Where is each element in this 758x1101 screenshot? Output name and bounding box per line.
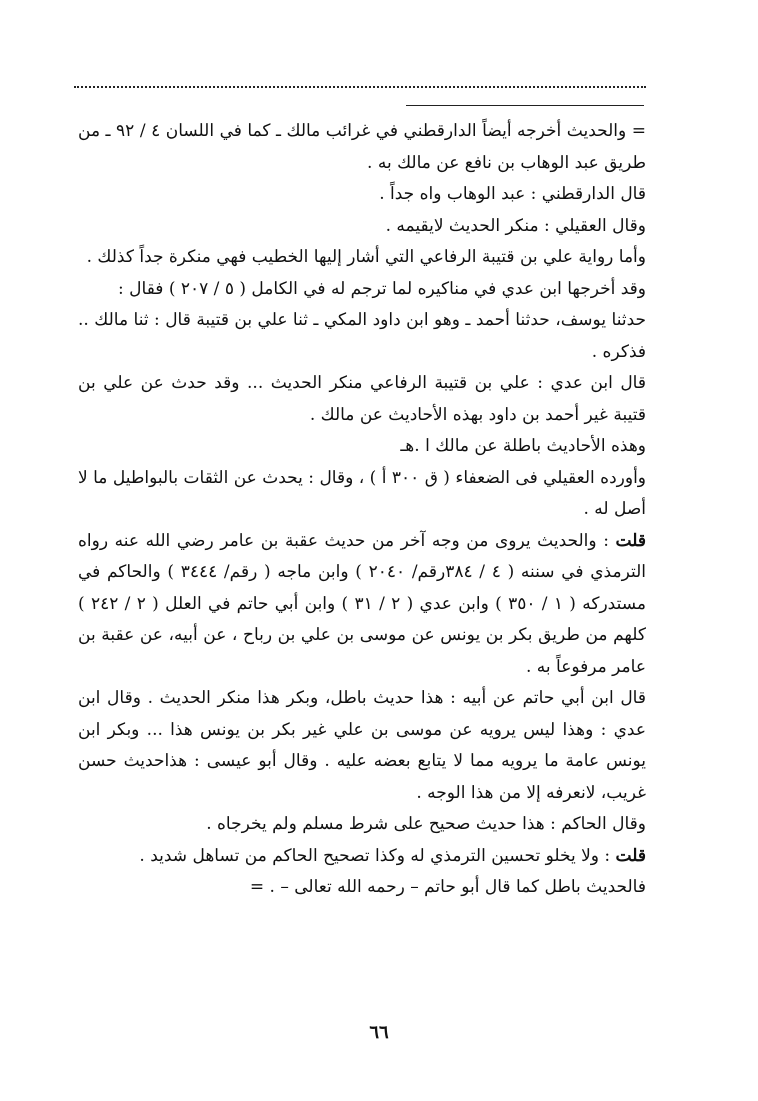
paragraph: وقال العقيلي : منكر الحديث لايقيمه . [385,215,646,236]
header-dotted-rule [74,86,646,88]
paragraph: وقال الحاكم : هذا حديث صحيح على شرط مسلم ولم يخرجاه . [206,814,646,834]
paragraph: وقد أخرجها ابن عدي في مناكيره لما ترجم له في الكامل ( ٥ / ٢٠٧ ) فقال : [118,278,646,299]
page-number: ٦٦ [369,1022,389,1043]
paragraph: قال ابن أبي حاتم عن أبيه : هذا حديث باطل، وبكر هذا منكر الحديث . وقال ابن عدي : وهذا ليس يرويه عن موسى بن علي غير بكر بن يونس هذا ... وبكر ابن يونس عامة ما يرويه مما لا يتابع بعضه عليه . وقال أبو عيسى : هذاحديث حسن غريب، لانعرفه إلا من هذا الوجه . [78,688,646,803]
paragraph: قال الدارقطني : عبد الوهاب واه جداً . [379,184,646,204]
paragraph: وأورده العقيلي فى الضعفاء ( ق ٣٠٠ أ ) ، وقال : يحدث عن الثقات بالبواطيل ما لا أصل له . [78,467,646,519]
paragraph: = والحديث أخرجه أيضاً الدارقطني في غرائب مالك ـ كما في اللسان ٤ / ٩٢ ـ من طريق عبد الوهاب بن نافع عن مالك به . [78,121,646,173]
lead-word: قلت [615,845,646,866]
paragraph: وأما رواية علي بن قتيبة الرفاعي التي أشار إليها الخطيب فهي منكرة جداً كذلك . [86,247,646,267]
footnote-separator [406,105,644,106]
paragraph: فالحديث باطل كما قال أبو حاتم – رحمه الله تعالى – . = [249,877,646,897]
paragraph: حدثنا يوسف، حدثنا أحمد ـ وهو ابن داود المكي ـ ثنا علي بن قتيبة قال : ثنا مالك .. فذكره . [78,310,646,362]
paragraph: قلت : ولا يخلو تحسين الترمذي له وكذا تصحيح الحاكم من تساهل شديد . [139,845,646,866]
footnote-body [78,116,646,904]
lead-word: قلت [615,530,646,551]
paragraph: قال ابن عدي : علي بن قتيبة الرفاعي منكر الحديث ... وقد حدث عن علي بن قتيبة غير أحمد بن داود بهذه الأحاديث عن مالك . [78,373,646,425]
paragraph: وهذه الأحاديث باطلة عن مالك ا .هـ [400,436,646,456]
paragraph: قلت : والحديث يروى من وجه آخر من حديث عقبة بن عامر رضي الله عنه رواه الترمذي في سننه ( ٤ / ٣٨٤رقم/ ٢٠٤٠ ) وابن ماجه ( رقم/ ٣٤٤٤ ) والحاكم في مستدركه ( ١ / ٣٥٠ ) وابن عدي ( ٢ / ٣١ ) وابن أبي حاتم في العلل ( ٢ / ٢٤٢ ) كلهم من طريق بكر بن يونس عن موسى بن علي بن رباح ، عن أبيه، عن عقبة بن عامر مرفوعاً به . [78,530,646,677]
